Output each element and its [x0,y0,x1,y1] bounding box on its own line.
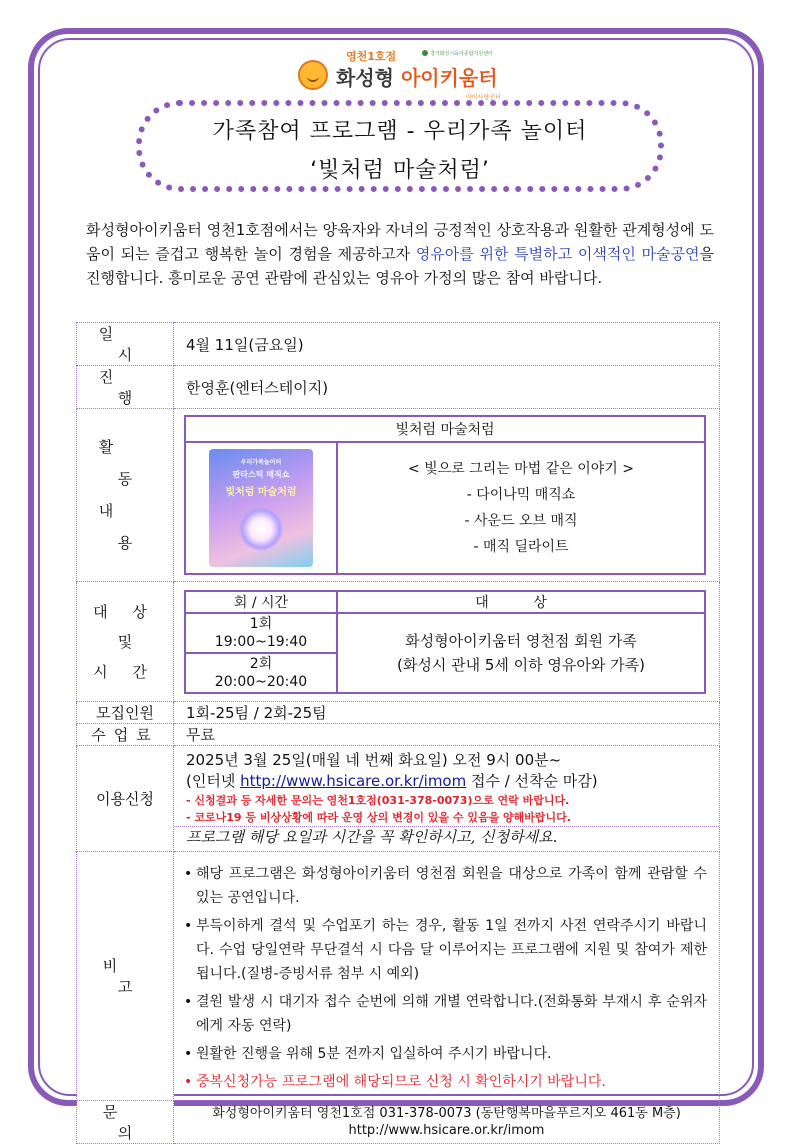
contact-line1: 화성형아이키움터 영천1호점 031-378-0073 (동탄행복마을푸르지오 461동 M층) [212,1106,681,1121]
label-apply: 이용신청 [77,746,174,852]
logo-sub: 영천1호점 [346,50,397,63]
apply-link[interactable]: http://www.hsicare.or.kr/imom [240,771,467,790]
row-remarks [77,852,720,1101]
session-2: 2회 20:00~20:40 [185,653,337,693]
label-contact: 문 의 [77,1101,174,1144]
label-fee: 수업료 [77,724,174,746]
intro-part1: 화성형아이키움터 영천1호점에서는 양육자와 자녀의 긍정적인 상호작용과 원활한 관계형성에 도움이 되는 즐겁고 행복한 놀이 경험을 제공하고자 [86,221,714,263]
remark-item: • 원활한 진행을 위해 5분 전까지 입실하여 주시기 바랍니다. [184,1046,552,1062]
label-activity: 활동 내용 [77,409,174,582]
remark-item-red: • 중복신청가능 프로그램에 해당되므로 신청 시 확인하시기 바랍니다. [184,1074,606,1090]
activity-item: - 사운드 오브 매직 [464,513,578,529]
poster-title: 빛처럼 마술처럼 [225,487,297,498]
apply-note2: - 코로나19 등 비상상황에 따라 운영 상의 변경이 있을 수 있음을 양해바랍니다. [186,810,571,824]
poster-mid: 판타스틱 매직쇼 [232,470,290,479]
value-apply [174,746,720,852]
label-recruit: 모집인원 [77,702,174,724]
activity-item: < 빛으로 그리는 마법 같은 이야기 > [408,461,634,477]
value-target [174,582,720,702]
poster-top: 우리가족놀이터 [240,459,282,466]
title-line2: ‘빛처럼 마술처럼’ [310,158,490,183]
label-target: 대 상 및 시 간 [77,582,174,702]
logo-name-part2: 아이키움터 [400,66,498,90]
apply-note3: 프로그램 해당 요일과 시간을 꼭 확인하시고, 신청하세요. [174,826,719,848]
remark-item: • 해당 프로그램은 화성형아이키움터 영천점 회원을 대상으로 가족이 함께 관람할 수 있는 공연입니다. [184,866,707,906]
col-session: 회 / 시간 [185,591,337,613]
intro-part2: 을 진행합니다. 흥미로운 공연 관람에 관심있는 영유아 가정의 많은 참여 바랍니다. [86,245,714,287]
smile-face-icon [298,60,328,90]
remark-item: • 결원 발생 시 대기자 접수 순번에 의해 개별 연락합니다.(전화통화 부재시 후 순위자에게 자동 연락) [184,994,707,1034]
activity-item: - 다이나믹 매직쇼 [466,487,576,503]
row-activity [77,409,720,582]
apply-line2: (인터넷 http://www.hsicare.or.kr/imom 접수 / 선착순 마감) [186,771,598,790]
target-desc: 화성형아이키움터 영천점 회원 가족 (화성시 관내 5세 이하 영유아와 가족) [337,613,705,693]
activity-table [184,415,706,575]
label-remarks: 비 고 [77,852,174,1101]
org-icon [422,50,428,56]
intro-highlight: 영유아를 위한 특별하고 이색적인 마술공연 [415,245,700,263]
intro-paragraph [86,218,714,290]
info-table [76,322,720,1144]
schedule-table [184,590,706,694]
logo-org: 경기화성시육아종합지원센터 [430,51,493,57]
magic-ring-icon [239,507,283,551]
value-remarks [174,852,720,1101]
remarks-list [174,862,719,1094]
apply-line1: 2025년 3월 25일(매월 네 번째 화요일) 오전 9시 00분~ [186,750,562,769]
row-fee [77,724,720,746]
label-host: 진행 [77,366,174,409]
logo [298,48,508,101]
apply-note1: - 신청결과 등 자세한 문의는 영천1호점(031-378-0073)으로 연락 바랍니다. [186,793,570,807]
poster-cell [185,442,337,574]
value-recruit: 1회-25팀 / 2회-25팀 [174,702,720,724]
remark-item: • 부득이하게 결석 및 수업포기 하는 경우, 활동 1일 전까지 사전 연락주시기 바랍니다. 수업 당일연락 무단결석 시 다음 달 이루어지는 프로그램에 지원 및 참여가 제한됩니다.(질병-증빙서류 첨부 시 예외) [184,918,707,982]
title-line1: 가족참여 프로그램 - 우리가족 놀이터 [212,119,588,144]
row-recruit [77,702,720,724]
value-host: 한영훈(엔터스테이지) [174,366,720,409]
activity-header: 빛처럼 마술처럼 [185,416,705,442]
value-fee: 무료 [174,724,720,746]
show-poster-image [209,449,313,567]
row-date [77,323,720,366]
activity-item: - 매직 딜라이트 [473,539,569,555]
row-apply [77,746,720,852]
value-activity [174,409,720,582]
contact-link[interactable]: http://www.hsicare.or.kr/imom [348,1123,545,1138]
logo-name-part1: 화성형 [336,66,401,90]
logo-tiny: 아이사랑공터 [466,94,501,101]
row-target [77,582,720,702]
value-date: 4월 11일(금요일) [174,323,720,366]
value-contact [174,1101,720,1144]
activity-list [337,442,705,574]
session-1: 1회 19:00~19:40 [185,613,337,653]
row-host [77,366,720,409]
row-contact [77,1101,720,1144]
title-box [136,100,664,192]
logo-name [336,62,498,91]
label-date: 일시 [77,323,174,366]
col-target: 대 상 [337,591,705,613]
